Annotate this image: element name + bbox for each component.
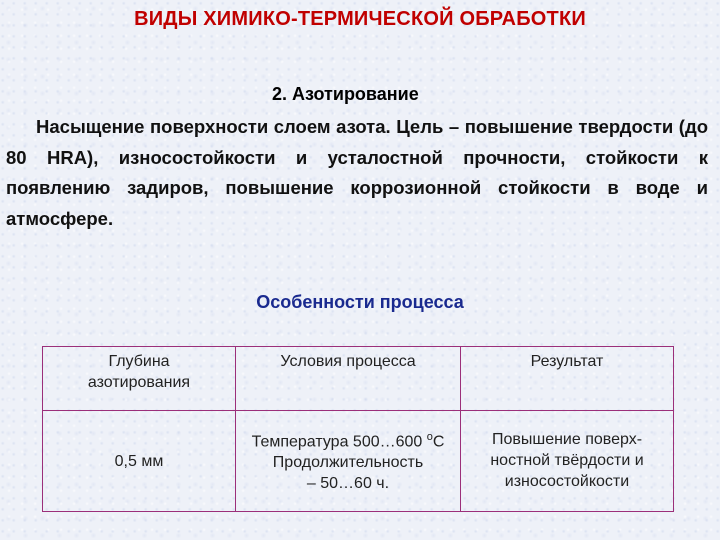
result-line-2: ностной твёрдости и [490, 452, 644, 469]
header-depth-line-2: азотирования [87, 374, 191, 391]
header-result [461, 347, 674, 411]
description-paragraph: Насыщение поверхности слоем азота. Цель – повышение твердости (до 80 HRA), износостойкости и усталостной прочности, стойкости к появлению задиров, повышение коррозионной стойкости в воде и атмосфере. [6, 116, 708, 229]
header-conditions-text: Условия процесса [280, 353, 416, 370]
table-header-row [43, 347, 674, 411]
header-depth-line-1: Глубина [108, 353, 170, 370]
subtitle-nitriding: 2. Азотирование [272, 84, 419, 104]
slide-title: ВИДЫ ХИМИКО-ТЕРМИЧЕСКОЙ ОБРАБОТКИ [134, 8, 586, 30]
degree-symbol: о [426, 431, 433, 443]
cell-depth: 0,5 мм [43, 411, 236, 512]
result-line-1: Повышение поверх- [491, 431, 643, 448]
conditions-duration-label: Продолжительность [272, 454, 424, 472]
header-result-text: Результат [530, 353, 604, 370]
cell-result [461, 411, 674, 512]
table-row [43, 411, 674, 512]
temperature-value: Температура 500…600 [251, 433, 427, 451]
process-table [42, 346, 674, 512]
result-line-3: износостойкости [504, 473, 630, 490]
header-depth [43, 347, 236, 411]
section-heading: Особенности процесса [256, 292, 464, 312]
conditions-temperature [242, 427, 454, 452]
conditions-duration-value: – 50…60 ч. [306, 475, 390, 493]
cell-conditions [236, 411, 461, 512]
header-conditions [236, 347, 461, 411]
temperature-unit: С [432, 433, 445, 451]
